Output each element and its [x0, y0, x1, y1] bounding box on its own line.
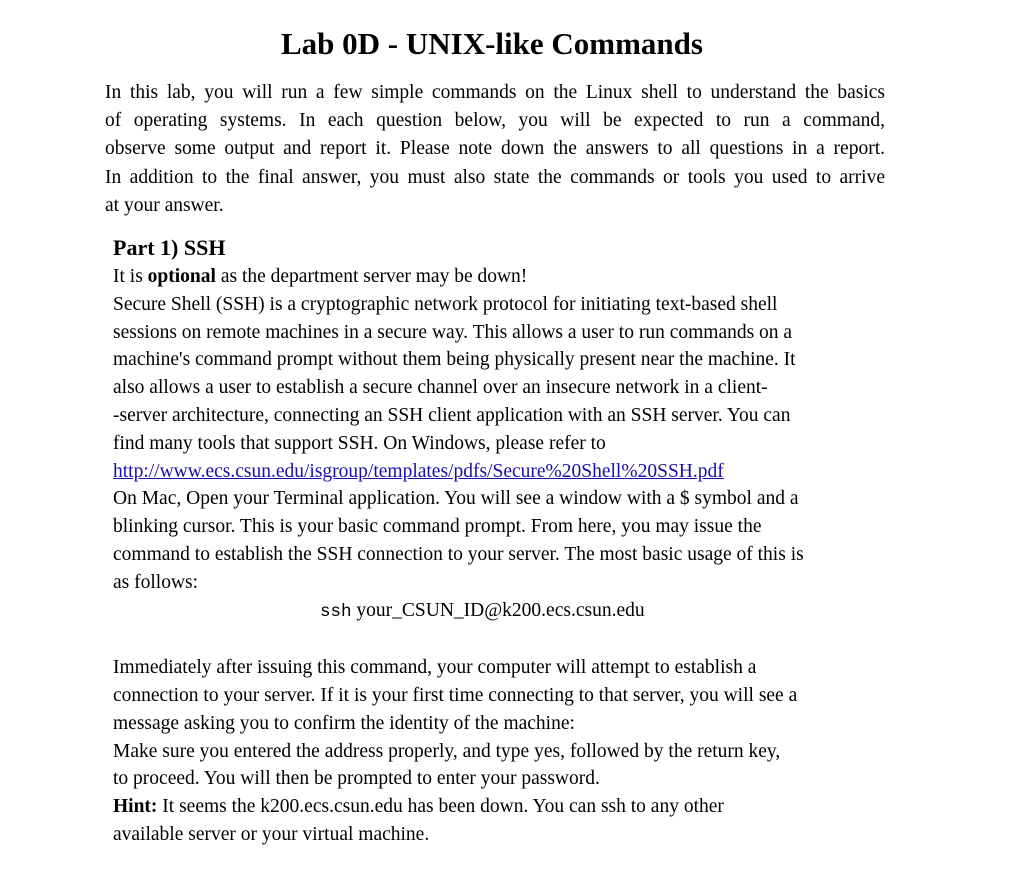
optional-prefix: It is: [113, 266, 148, 287]
ssh-description-line: machine's command prompt without them being physically present near the machine. It: [113, 349, 796, 371]
windows-ssh-link-line: [113, 458, 873, 486]
mac-instruction-line: On Mac, Open your Terminal application. You will see a window with a $ symbol and a: [113, 488, 799, 510]
mac-instruction-line: as follows:: [113, 571, 199, 593]
hint-line: available server or your virtual machine.: [113, 823, 430, 845]
part1-section: [113, 233, 873, 849]
intro-line: of operating systems. In each question below, you will be expected to run a command,: [105, 110, 885, 132]
intro-line: at your answer.: [105, 194, 224, 216]
optional-suffix: as the department server may be down!: [215, 266, 528, 287]
connection-line: message asking you to confirm the identity of the machine:: [113, 712, 575, 734]
hint-text: It seems the k200.ecs.csun.edu has been down. You can ssh to any other: [157, 796, 724, 818]
ssh-description-line: -server architecture, connecting an SSH client application with an SSH server. You can: [113, 404, 791, 426]
ssh-command-example: [113, 597, 873, 627]
ssh-description-line: Secure Shell (SSH) is a cryptographic network protocol for initiating text-based shell: [113, 293, 778, 315]
connection-line: to proceed. You will then be prompted to enter your password.: [113, 768, 600, 790]
windows-ssh-link[interactable]: http://www.ecs.csun.edu/isgroup/templates/pdfs/Secure%20Shell%20SSH.pdf: [113, 460, 724, 482]
hint-label: Hint:: [113, 796, 158, 818]
part1-body: [113, 263, 873, 849]
connection-line: Immediately after issuing this command, your computer will attempt to establish a: [113, 657, 757, 679]
intro-line: In addition to the final answer, you must also state the commands or tools you used to arrive: [105, 166, 885, 188]
intro-line: In this lab, you will run a few simple commands on the Linux shell to understand the basics: [105, 82, 885, 103]
paragraph-spacer: [113, 626, 873, 654]
page-title: Lab 0D - UNIX-like Commands: [281, 26, 703, 61]
ssh-description-line: find many tools that support SSH. On Windows, please refer to: [113, 432, 606, 454]
optional-bold: optional: [147, 266, 216, 287]
connection-line: connection to your server. If it is your first time connecting to that server, you will see a: [113, 684, 798, 706]
part1-heading: Part 1) SSH: [113, 235, 226, 260]
intro-paragraph: [105, 79, 885, 220]
connection-line: Make sure you entered the address properly, and type yes, followed by the return key,: [113, 740, 781, 762]
intro-line: observe some output and report it. Please note down the answers to all questions in a report.: [105, 138, 885, 160]
ssh-command-keyword: ssh: [320, 601, 352, 622]
hint-line: [113, 793, 873, 821]
optional-note: [113, 263, 873, 291]
ssh-description-line: also allows a user to establish a secure channel over an insecure network in a client-: [113, 377, 768, 399]
mac-instruction-line: command to establish the SSH connection to your server. The most basic usage of this is: [113, 543, 804, 565]
mac-instruction-line: blinking cursor. This is your basic command prompt. From here, you may issue the: [113, 516, 762, 538]
ssh-description-line: sessions on remote machines in a secure way. This allows a user to run commands on a: [113, 321, 793, 343]
ssh-command-target: your_CSUN_ID@k200.ecs.csun.edu: [351, 599, 645, 621]
